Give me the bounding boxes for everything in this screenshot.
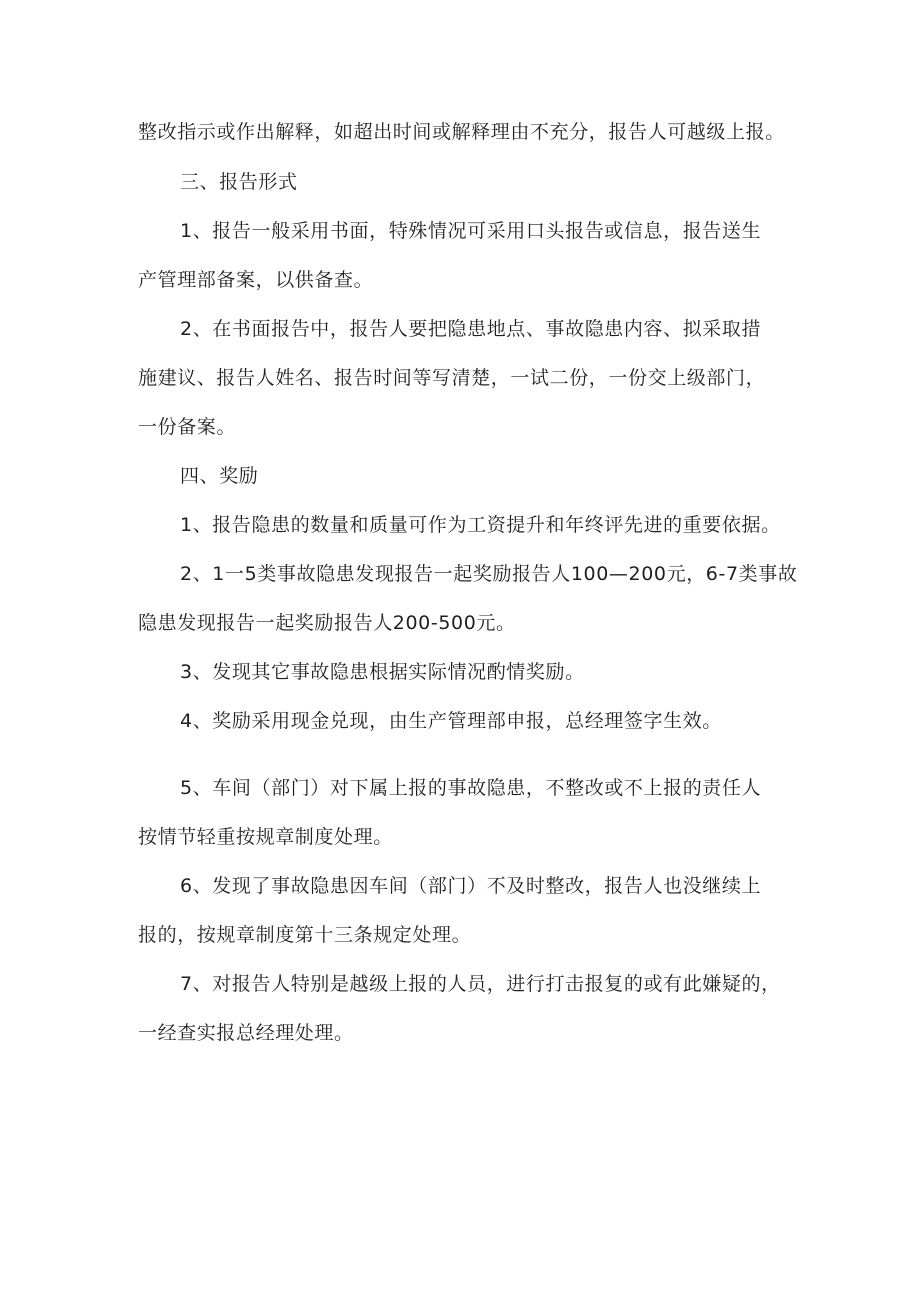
paragraph-item-1-form xyxy=(138,207,798,305)
paragraph-reward-6 xyxy=(138,862,798,960)
text-line: 1、报告隐患的数量和质量可作为工资提升和年终评先进的重要依据。 xyxy=(180,514,781,536)
text-line: 4、奖励采用现金兑现，由生产管理部申报，总经理签字生效。 xyxy=(180,710,722,732)
paragraph-reward-4 xyxy=(138,697,798,746)
text-line: 3、发现其它事故隐患根据实际情况酌情奖励。 xyxy=(180,661,585,683)
text-line: 隐患发现报告一起奖励报告人200-500元。 xyxy=(138,612,516,634)
text-line: 7、对报告人特别是越级上报的人员，进行打击报复的或有此嫌疑的， xyxy=(180,973,781,995)
paragraph-reward-7 xyxy=(138,960,798,1058)
text-line: 一经查实报总经理处理。 xyxy=(138,1022,354,1044)
section-heading-report-form xyxy=(138,158,798,207)
section-heading-rewards xyxy=(138,452,798,501)
text-line: 1、报告一般采用书面，特殊情况可采用口头报告或信息，报告送生 xyxy=(180,220,762,242)
text-line: 整改指示或作出解释，如超出时间或解释理由不充分，报告人可越级上报。 xyxy=(138,121,785,143)
text-line: 2、在书面报告中，报告人要把隐患地点、事故隐患内容、拟采取措 xyxy=(180,318,762,340)
text-line: 产管理部备案，以供备查。 xyxy=(138,269,374,291)
text-line: 四、奖励 xyxy=(180,465,259,487)
paragraph-continuation xyxy=(138,108,798,157)
text-line: 三、报告形式 xyxy=(180,171,298,193)
text-line: 6、发现了事故隐患因车间（部门）不及时整改，报告人也没继续上 xyxy=(180,875,762,897)
paragraph-item-2-form xyxy=(138,305,798,452)
text-line: 施建议、报告人姓名、报告时间等写清楚，一试二份，一份交上级部门， xyxy=(138,367,766,389)
text-line: 按情节轻重按规章制度处理。 xyxy=(138,826,393,848)
text-line: 报的，按规章制度第十三条规定处理。 xyxy=(138,924,472,946)
paragraph-reward-1 xyxy=(138,501,798,550)
text-line: 5、车间（部门）对下属上报的事故隐患，不整改或不上报的责任人 xyxy=(180,777,762,799)
text-line: 一份备案。 xyxy=(138,416,237,438)
paragraph-reward-2 xyxy=(138,550,798,648)
text-line: 2、1一5类事故隐患发现报告一起奖励报告人100—200元，6-7类事故 xyxy=(180,563,798,585)
paragraph-reward-3 xyxy=(138,648,798,697)
paragraph-reward-5 xyxy=(138,764,798,862)
